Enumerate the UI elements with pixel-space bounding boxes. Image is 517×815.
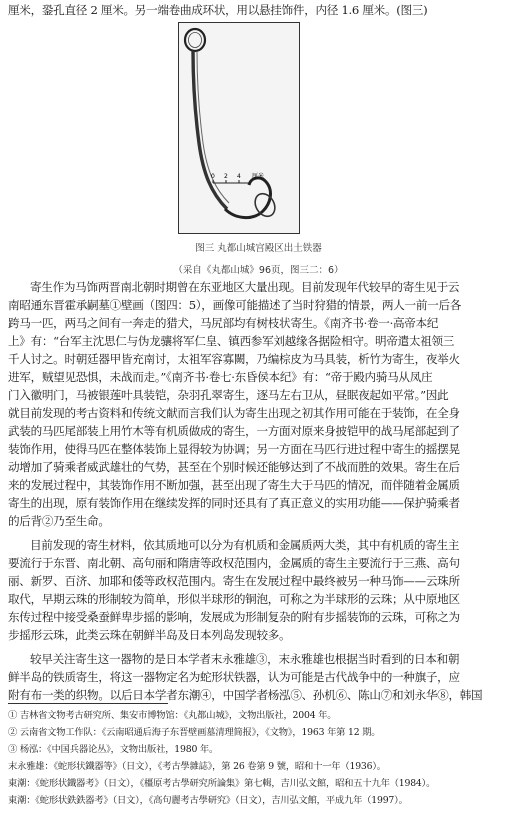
- para1-line: 的后背②乃至生命。: [8, 514, 110, 528]
- para1-line: 就目前发现的考古资料和传统文献而言我们认为寄生出现之初其作用可能在于装饰，在全身: [8, 406, 460, 420]
- footnote: ① 吉林省文物考古研究所、集安市博物馆：《丸都山城》，文物出版社，2004 年。: [8, 710, 337, 721]
- footnote-divider: [8, 703, 168, 704]
- para3-line: 附有布一类的织物。以后日本学者东潮④，中国学者杨泓⑤、孙机⑥、陈山⑦和刘永华⑧，韩国: [8, 688, 483, 702]
- scale-label-2: 2: [224, 173, 228, 180]
- para2-line: 目前发现的寄生材料，依其质地可以分为有机质和金属质两大类，其中有机质的寄生主: [30, 538, 460, 552]
- para1-line: 南昭通东晋霍承嗣墓①壁画（图四：5），画像可能描述了当时狩猎的情景，两人一前一后各: [8, 298, 462, 312]
- iron-object-drawing: [179, 23, 299, 233]
- para2-line: 要流行于东晋、南北朝、高句丽和隋唐等政权范围内，金属质的寄生主要流行于三燕、高句: [8, 556, 460, 570]
- para3-line: 较早关注寄生这一器物的是日本学者末永雅雄③，末永雅雄也根据当时看到的日本和朝: [30, 652, 460, 666]
- scale-bar: [211, 172, 264, 183]
- footnote: 東潮：《蛇形状鉄鉄器考》（日文），《高句麗考古學研究》（日文），吉川弘文館，平成九年（1997）。: [8, 795, 408, 806]
- para1-line: 上》有：“台军主沈思仁与伪龙骧将军仁皇、镇西参军刘越缘各据险相守。明帝遣太祖领三: [8, 334, 455, 348]
- para2-line: 丽、新罗、百济、加耶和倭等政权范围内。寄生在发展过程中最终被另一种马饰——云珠所: [8, 574, 460, 588]
- para1-line: 武装的马匹尾部装上用竹木等有机质做成的寄生，一方面对原来身披铠甲的战马尾部起到了: [8, 424, 460, 438]
- para1-line: 进军，贼望见恐惧，未战而走。”《南齐书·卷七·东昏侯本纪》有：“帝于殿内骑马从凤庄: [8, 370, 433, 384]
- footnote: 末永雅雄：《蛇形状鐵器等》（日文），《考古學雜誌》，第 26 卷第 9 號，昭和十一年（1936）。: [8, 761, 386, 772]
- scale-label-4: 4: [237, 173, 241, 180]
- figure-source: （采自《丸都山城》96页，图三二：6）: [173, 265, 344, 276]
- footnote: 東潮：《蛇形状鐵器考》（日文），《橿原考古學研究所論集》第七輯，吉川弘文館，昭和五十九年（1984）。: [8, 778, 436, 789]
- para2-line: 取代，早期云珠的形制较为简单，形似半球形的铜泡，可称之为半球形的云珠；从中原地区: [8, 592, 460, 606]
- para1-line: 门入徽明门，马被银莲叶具装铠，杂羽孔翠寄生，逐马左右卫从，昼眠夜起如平常。”因此: [8, 388, 449, 402]
- para2-line: 东传过程中接受桑蚕鲜卑步摇的影响，发展成为形制复杂的附有步摇装饰的云珠，可称之为: [8, 610, 460, 624]
- para3-line: 鲜半岛的铁质寄生，将这一器物定名为蛇形状铁器，认为可能是古代战争中的一种旗子，应: [8, 670, 460, 684]
- figure-iron-object: [178, 22, 300, 234]
- para1-line: 千人讨之。时朝廷器甲皆充南讨，太祖军容寡闕，乃编棕皮为马具装，析竹为寄生，夜举火: [8, 352, 460, 366]
- top-text-line: 厘米，銎孔直径 2 厘米。另一端卷曲成环状，用以悬挂饰件，内径 1.6 厘米。(图三): [8, 3, 428, 17]
- para1-line: 装饰作用，使得马匹在整体装饰上显得较为协调；另一方面在马匹行进过程中寄生的摇摆晃: [8, 442, 460, 456]
- para2-line: 步摇形云珠，此类云珠在朝鲜半岛及日本列岛发现较多。: [8, 628, 291, 642]
- para1-line: 跨马一匹，两马之间有一奔走的猎犬，马尻部均有树枝状寄生。《南齐书·卷一·高帝本纪: [8, 316, 439, 330]
- figure-caption: 图三 丸都山城宫殿区出土铁器: [195, 243, 322, 254]
- scale-label-unit: 厘米: [252, 173, 265, 180]
- scale-label-0: 0: [211, 173, 215, 180]
- footnote: ② 云南省文物工作队：《云南昭通后海子东晋壁画墓清理简报》，《文物》，1963 年第 12 期。: [8, 727, 381, 738]
- footnote: ③ 杨泓：《中国兵器论丛》，文物出版社，1980 年。: [8, 744, 219, 755]
- para1-line: 来的发展过程中，其装饰作用不断加强，甚至出现了寄生大于马匹的情况，而伴随着金属质: [8, 478, 460, 492]
- para1-line: 寄生作为马饰两晋南北朝时期曾在东亚地区大量出现。目前发现年代较早的寄生见于云: [30, 280, 460, 294]
- para1-line: 动增加了骑乘者威武雄壮的气势，甚至在个别时候还能够达到了不战而胜的效果。寄生在后: [8, 460, 460, 474]
- para1-line: 寄生的出现，原有装饰作用在继续发挥的同时还具有了真正意义的实用功能——保护骑乘者: [8, 496, 460, 510]
